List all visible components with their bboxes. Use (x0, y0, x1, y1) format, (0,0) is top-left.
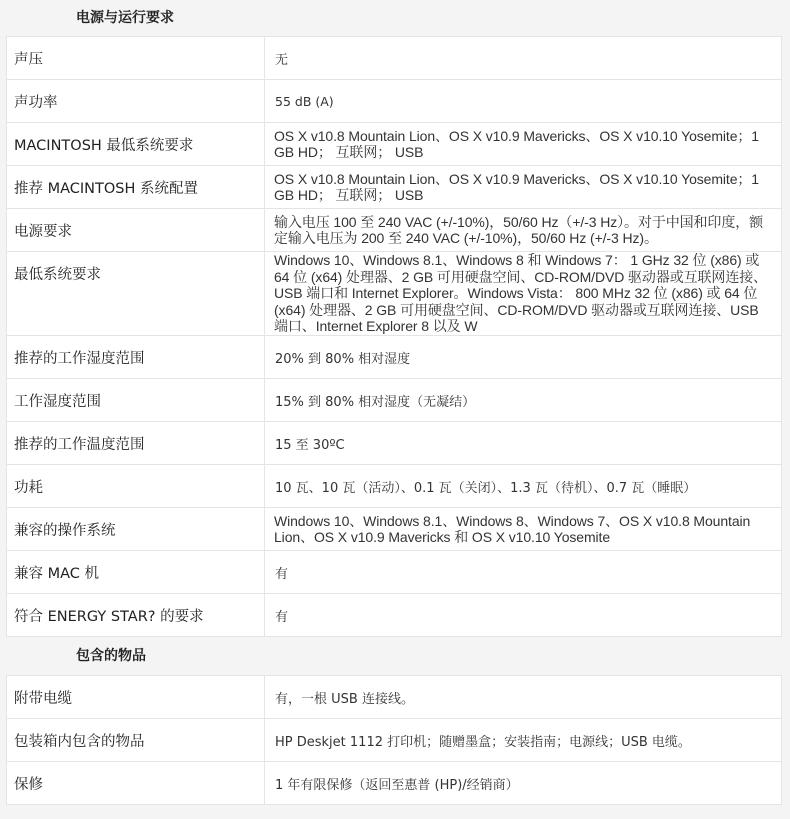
table-row (7, 465, 782, 508)
included-items-table (6, 675, 782, 805)
row-value: OS X v10.8 Mountain Lion、OS X v10.9 Mavericks、OS X v10.10 Yosemite；1 GB HD； 互联网； USB (265, 166, 782, 209)
table-row (7, 209, 782, 252)
row-value: 有 (265, 594, 782, 637)
row-value: 10 瓦、10 瓦（活动）、0.1 瓦（关闭）、1.3 瓦（待机）、0.7 瓦（睡眠） (265, 465, 782, 508)
row-value: Windows 10、Windows 8.1、Windows 8 和 Windows 7： 1 GHz 32 位 (x86) 或 64 位 (x64) 处理器、2 GB 可用硬盘空间、CD-ROM/DVD 驱动器或互联网连接、USB 端口和 Internet Explorer。Windows Vista： 800 MHz 32 位 (x86) 或 64 位 (x64) 处理器、2 GB 可用硬盘空间、CD-ROM/DVD 驱动器或互联网连接、USB 端口、Internet Explorer 8 以及 W (265, 252, 782, 336)
table-row (7, 594, 782, 637)
row-label: MACINTOSH 最低系统要求 (7, 123, 265, 166)
row-label: 功耗 (7, 465, 265, 508)
row-value: 有 (265, 551, 782, 594)
row-label: 声功率 (7, 80, 265, 123)
section-title-power: 电源与运行要求 (0, 0, 790, 36)
row-value: 无 (265, 37, 782, 80)
row-label: 工作湿度范围 (7, 379, 265, 422)
row-value: 15% 到 80% 相对湿度（无凝结） (265, 379, 782, 422)
row-label: 兼容 MAC 机 (7, 551, 265, 594)
table-row (7, 762, 782, 805)
table-row (7, 676, 782, 719)
table-row (7, 551, 782, 594)
table-row (7, 252, 782, 336)
row-label: 推荐的工作湿度范围 (7, 336, 265, 379)
row-label: 保修 (7, 762, 265, 805)
row-label: 推荐的工作温度范围 (7, 422, 265, 465)
table-row (7, 422, 782, 465)
row-value: 55 dB (A) (265, 80, 782, 123)
row-value: 输入电压 100 至 240 VAC (+/-10%)，50/60 Hz（+/-3 Hz）。对于中国和印度，额定输入电压为 200 至 240 VAC (+/-10%)，50/60 Hz (+/-3 Hz)。 (265, 209, 782, 252)
power-spec-table (6, 36, 782, 637)
row-value: HP Deskjet 1112 打印机；随赠墨盒；安装指南；电源线；USB 电缆。 (265, 719, 782, 762)
table-row (7, 37, 782, 80)
row-label: 符合 ENERGY STAR? 的要求 (7, 594, 265, 637)
row-label: 包装箱内包含的物品 (7, 719, 265, 762)
table-row (7, 336, 782, 379)
row-label: 推荐 MACINTOSH 系统配置 (7, 166, 265, 209)
row-label: 电源要求 (7, 209, 265, 252)
row-value: 1 年有限保修（返回至惠普 (HP)/经销商） (265, 762, 782, 805)
row-label: 声压 (7, 37, 265, 80)
table-row (7, 123, 782, 166)
table-row (7, 508, 782, 551)
row-value: 15 至 30ºC (265, 422, 782, 465)
row-value: OS X v10.8 Mountain Lion、OS X v10.9 Mavericks、OS X v10.10 Yosemite；1 GB HD； 互联网； USB (265, 123, 782, 166)
row-label: 附带电缆 (7, 676, 265, 719)
table-row (7, 719, 782, 762)
row-value: 有，一根 USB 连接线。 (265, 676, 782, 719)
row-label: 兼容的操作系统 (7, 508, 265, 551)
row-value: Windows 10、Windows 8.1、Windows 8、Windows 7、OS X v10.8 Mountain Lion、OS X v10.9 Mavericks 和 OS X v10.10 Yosemite (265, 508, 782, 551)
table-row (7, 379, 782, 422)
row-value: 20% 到 80% 相对湿度 (265, 336, 782, 379)
section-title-included: 包含的物品 (0, 637, 790, 675)
table-row (7, 80, 782, 123)
table-row (7, 166, 782, 209)
row-label: 最低系统要求 (7, 252, 265, 336)
